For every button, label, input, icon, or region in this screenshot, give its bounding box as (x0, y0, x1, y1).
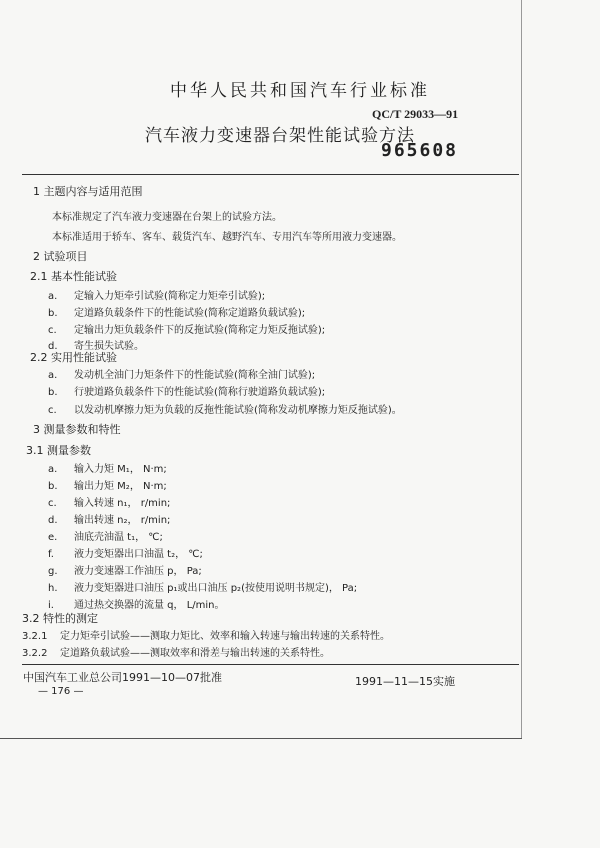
header-rule (22, 174, 519, 175)
list-item-text: 发动机全油门力矩条件下的性能试验(简称全油门试验); (74, 370, 316, 381)
page-number: — 176 — (38, 686, 84, 697)
list-item (48, 366, 315, 381)
list-item-label: b. (48, 481, 58, 492)
list-item-text: 定道路负载条件下的性能试验(简称定道路负载试验); (74, 308, 306, 319)
list-item (48, 304, 305, 319)
list-item-label: h. (48, 583, 58, 594)
list-item (48, 528, 163, 543)
list-item-label: b. (48, 308, 58, 319)
list-item (48, 383, 325, 398)
list-item-text: 输入转速 n₁， r/min; (74, 498, 171, 509)
list-item (48, 596, 225, 611)
list-item-text: 输出转速 n₂， r/min; (74, 515, 171, 526)
list-item (48, 545, 203, 560)
list-item-label: 3.2.1 (22, 631, 48, 642)
list-item (48, 494, 170, 509)
list-item (48, 579, 357, 594)
list-item-label: a. (48, 464, 58, 475)
standard-code: QC/T 29033—91 (372, 107, 459, 121)
list-item-label: c. (48, 325, 57, 336)
list-item-text: 行驶道路负载条件下的性能试验(简称行驶道路负载试验); (74, 387, 326, 398)
list-item-label: i. (48, 600, 54, 611)
section-3-1-heading: 3.1 测量参数 (26, 444, 91, 457)
list-item (22, 644, 330, 659)
list-item (48, 401, 402, 416)
list-item-label: a. (48, 370, 58, 381)
scan-edge-horizontal (0, 738, 522, 739)
section-1-paragraph-1: 本标准规定了汽车液力变速器在台架上的试验方法。 (52, 212, 282, 223)
list-item-label: b. (48, 387, 58, 398)
footer-rule (22, 664, 519, 665)
list-item-label: f. (48, 549, 54, 560)
list-item (48, 321, 325, 336)
list-item (22, 627, 390, 642)
list-item-text: 定道路负载试验——测取效率和滑差与输出转速的关系特性。 (60, 648, 330, 659)
section-3-2-heading: 3.2 特性的测定 (22, 612, 98, 625)
section-1-paragraph-2: 本标准适用于轿车、客车、载货汽车、越野汽车、专用汽车等所用液力变速器。 (52, 232, 402, 243)
org-title: 中华人民共和国汽车行业标准 (170, 81, 430, 101)
list-item-text: 通过热交换器的流量 q， L/min。 (74, 600, 225, 611)
section-1-heading: 1 主题内容与适用范围 (33, 185, 143, 198)
list-item-text: 液力变速器工作油压 p， Pa; (74, 566, 202, 577)
section-3-heading: 3 测量参数和特性 (33, 423, 121, 436)
list-item-text: 液力变矩器出口油温 t₂， ℃; (74, 549, 203, 560)
stamp-number: 965608 (381, 140, 459, 161)
list-item (48, 511, 170, 526)
scan-edge-vertical (521, 0, 522, 739)
list-item-text: 以发动机摩擦力矩为负载的反拖性能试验(简称发动机摩擦力矩反拖试验)。 (74, 405, 402, 416)
document-title: 汽车液力变速器台架性能试验方法 (145, 126, 415, 146)
list-item (48, 477, 167, 492)
effective-date: 1991—11—15实施 (355, 675, 455, 688)
list-item (48, 287, 265, 302)
list-item-text: 定力矩牵引试验——测取力矩比、效率和输入转速与输出转速的关系特性。 (60, 631, 390, 642)
list-item (48, 562, 202, 577)
section-2-heading: 2 试验项目 (33, 250, 88, 263)
list-item-label: c. (48, 498, 57, 509)
list-item-text: 油底壳油温 t₁， ℃; (74, 532, 163, 543)
list-item-label: d. (48, 515, 58, 526)
list-item-text: 定输出力矩负载条件下的反拖试验(简称定力矩反拖试验); (74, 325, 326, 336)
list-item (48, 460, 167, 475)
list-item-text: 液力变矩器进口油压 p₁或出口油压 p₂(按使用说明书规定)， Pa; (74, 583, 358, 594)
list-item-text: 输入力矩 M₁， N·m; (74, 464, 167, 475)
list-item-label: 3.2.2 (22, 648, 48, 659)
list-item-label: a. (48, 291, 58, 302)
list-item-label: d. (48, 341, 58, 352)
list-item-text: 输出力矩 M₂， N·m; (74, 481, 167, 492)
section-2-1-heading: 2.1 基本性能试验 (30, 270, 117, 283)
list-item-text: 定输入力矩牵引试验(简称定力矩牵引试验); (74, 291, 266, 302)
approval-note: 中国汽车工业总公司1991—10—07批准 (23, 671, 222, 684)
section-2-2-heading: 2.2 实用性能试验 (30, 351, 117, 364)
list-item-label: c. (48, 405, 57, 416)
list-item-label: g. (48, 566, 58, 577)
list-item-label: e. (48, 532, 58, 543)
list-item-text: 寄生损失试验。 (74, 341, 144, 352)
